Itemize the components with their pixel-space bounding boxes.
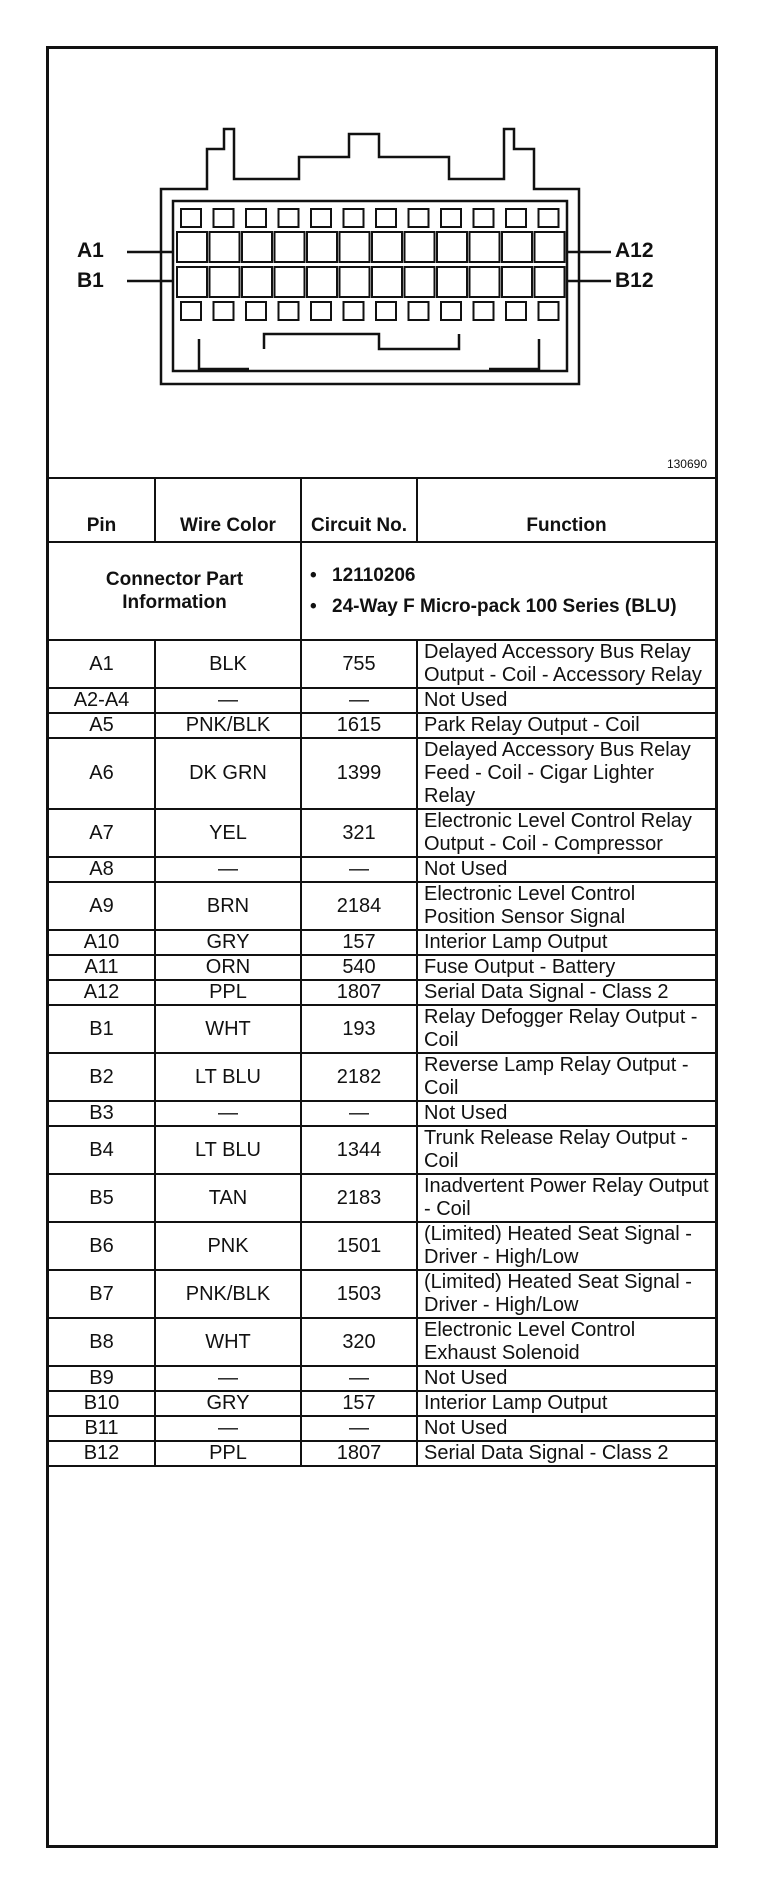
- pin-cell: B10: [49, 1391, 155, 1416]
- table-row: [49, 713, 715, 738]
- function-cell: Not Used: [417, 1366, 715, 1391]
- function-cell: Not Used: [417, 1416, 715, 1441]
- table-row: [49, 1416, 715, 1441]
- circuit-no-cell: 1503: [301, 1270, 417, 1318]
- table-row: [49, 1174, 715, 1222]
- table-row: [49, 1053, 715, 1101]
- wire-color-cell: BLK: [155, 640, 301, 688]
- table-row: [49, 857, 715, 882]
- table-row: [49, 1222, 715, 1270]
- pin-cell: A6: [49, 738, 155, 809]
- wire-color-cell: BRN: [155, 882, 301, 930]
- function-cell: Inadvertent Power Relay Output - Coil: [417, 1174, 715, 1222]
- pin-label-a12: A12: [615, 239, 654, 262]
- pin-cell: A7: [49, 809, 155, 857]
- wire-color-cell: DK GRN: [155, 738, 301, 809]
- wire-color-cell: PNK: [155, 1222, 301, 1270]
- table-row: [49, 738, 715, 809]
- function-cell: Serial Data Signal - Class 2: [417, 980, 715, 1005]
- wire-color-cell: —: [155, 1101, 301, 1126]
- wire-color-cell: PPL: [155, 980, 301, 1005]
- table-row: [49, 640, 715, 688]
- pin-cell: A9: [49, 882, 155, 930]
- header-pin: Pin: [49, 478, 155, 542]
- function-cell: (Limited) Heated Seat Signal - Driver - High/Low: [417, 1222, 715, 1270]
- pin-cell: A1: [49, 640, 155, 688]
- pin-label-a1: A1: [77, 239, 104, 262]
- function-cell: Relay Defogger Relay Output - Coil: [417, 1005, 715, 1053]
- connector-info-row: [49, 542, 715, 640]
- pin-rows: [49, 640, 715, 1466]
- circuit-no-cell: —: [301, 1366, 417, 1391]
- table-row: [49, 1441, 715, 1466]
- wire-color-cell: WHT: [155, 1005, 301, 1053]
- connector-info-label: Connector Part Information: [49, 542, 301, 640]
- wire-color-cell: TAN: [155, 1174, 301, 1222]
- table-row: [49, 688, 715, 713]
- table-row: [49, 1366, 715, 1391]
- circuit-no-cell: —: [301, 857, 417, 882]
- pin-cell: B11: [49, 1416, 155, 1441]
- connector-drawing: [49, 49, 715, 477]
- header-circuit-no: Circuit No.: [301, 478, 417, 542]
- function-cell: Delayed Accessory Bus Relay Output - Coil - Accessory Relay: [417, 640, 715, 688]
- table-row: [49, 882, 715, 930]
- pin-cell: A5: [49, 713, 155, 738]
- wire-color-cell: —: [155, 857, 301, 882]
- circuit-no-cell: 2183: [301, 1174, 417, 1222]
- wire-color-cell: LT BLU: [155, 1053, 301, 1101]
- wire-color-cell: —: [155, 688, 301, 713]
- pin-cell: A10: [49, 930, 155, 955]
- wire-color-cell: PNK/BLK: [155, 713, 301, 738]
- function-cell: Interior Lamp Output: [417, 930, 715, 955]
- pin-cell: B9: [49, 1366, 155, 1391]
- table-row: [49, 1126, 715, 1174]
- function-cell: Not Used: [417, 857, 715, 882]
- wire-color-cell: WHT: [155, 1318, 301, 1366]
- connector-description: • 24-Way F Micro-pack 100 Series (BLU): [310, 596, 677, 617]
- circuit-no-cell: 157: [301, 1391, 417, 1416]
- circuit-no-cell: 2182: [301, 1053, 417, 1101]
- pin-cell: A11: [49, 955, 155, 980]
- wire-color-cell: YEL: [155, 809, 301, 857]
- wire-color-cell: PNK/BLK: [155, 1270, 301, 1318]
- connector-diagram: [49, 49, 715, 479]
- header-function: Function: [417, 478, 715, 542]
- circuit-no-cell: 1344: [301, 1126, 417, 1174]
- circuit-no-cell: 1399: [301, 738, 417, 809]
- wire-color-cell: GRY: [155, 930, 301, 955]
- pin-cell: B3: [49, 1101, 155, 1126]
- connector-info-details: [301, 542, 715, 640]
- circuit-no-cell: 1501: [301, 1222, 417, 1270]
- table-row: [49, 1270, 715, 1318]
- pin-cell: B8: [49, 1318, 155, 1366]
- circuit-no-cell: —: [301, 688, 417, 713]
- function-cell: Not Used: [417, 1101, 715, 1126]
- table-row: [49, 1005, 715, 1053]
- circuit-no-cell: 2184: [301, 882, 417, 930]
- table-row: [49, 809, 715, 857]
- circuit-no-cell: 320: [301, 1318, 417, 1366]
- function-cell: Park Relay Output - Coil: [417, 713, 715, 738]
- circuit-no-cell: —: [301, 1101, 417, 1126]
- wire-color-cell: —: [155, 1366, 301, 1391]
- connector-part-number: • 12110206: [310, 565, 416, 586]
- figure-number: 130690: [666, 457, 707, 471]
- header-wire-color: Wire Color: [155, 478, 301, 542]
- function-cell: Electronic Level Control Exhaust Solenoid: [417, 1318, 715, 1366]
- function-cell: Interior Lamp Output: [417, 1391, 715, 1416]
- wire-color-cell: ORN: [155, 955, 301, 980]
- wire-color-cell: GRY: [155, 1391, 301, 1416]
- function-cell: Serial Data Signal - Class 2: [417, 1441, 715, 1466]
- function-cell: (Limited) Heated Seat Signal - Driver - High/Low: [417, 1270, 715, 1318]
- function-cell: Not Used: [417, 688, 715, 713]
- pin-cell: A12: [49, 980, 155, 1005]
- pin-cell: B12: [49, 1441, 155, 1466]
- pin-label-b12: B12: [615, 269, 654, 292]
- pinout-table: [49, 477, 715, 1467]
- circuit-no-cell: —: [301, 1416, 417, 1441]
- table-row: [49, 1391, 715, 1416]
- table-row: [49, 930, 715, 955]
- table-header-row: [49, 478, 715, 542]
- table-row: [49, 1318, 715, 1366]
- table-row: [49, 955, 715, 980]
- pin-cell: A2-A4: [49, 688, 155, 713]
- function-cell: Electronic Level Control Position Sensor Signal: [417, 882, 715, 930]
- wire-color-cell: LT BLU: [155, 1126, 301, 1174]
- pin-cell: B6: [49, 1222, 155, 1270]
- function-cell: Reverse Lamp Relay Output - Coil: [417, 1053, 715, 1101]
- table-row: [49, 1101, 715, 1126]
- circuit-no-cell: 1807: [301, 1441, 417, 1466]
- circuit-no-cell: 1615: [301, 713, 417, 738]
- pin-cell: B2: [49, 1053, 155, 1101]
- function-cell: Electronic Level Control Relay Output - Coil - Compressor: [417, 809, 715, 857]
- wire-color-cell: PPL: [155, 1441, 301, 1466]
- circuit-no-cell: 193: [301, 1005, 417, 1053]
- circuit-no-cell: 1807: [301, 980, 417, 1005]
- pin-cell: A8: [49, 857, 155, 882]
- function-cell: Trunk Release Relay Output - Coil: [417, 1126, 715, 1174]
- pin-cell: B5: [49, 1174, 155, 1222]
- circuit-no-cell: 540: [301, 955, 417, 980]
- connector-sheet: [46, 46, 718, 1848]
- circuit-no-cell: 755: [301, 640, 417, 688]
- circuit-no-cell: 157: [301, 930, 417, 955]
- function-cell: Fuse Output - Battery: [417, 955, 715, 980]
- function-cell: Delayed Accessory Bus Relay Feed - Coil - Cigar Lighter Relay: [417, 738, 715, 809]
- pin-cell: B4: [49, 1126, 155, 1174]
- circuit-no-cell: 321: [301, 809, 417, 857]
- wire-color-cell: —: [155, 1416, 301, 1441]
- pin-label-b1: B1: [77, 269, 104, 292]
- table-row: [49, 980, 715, 1005]
- pin-cell: B1: [49, 1005, 155, 1053]
- pin-cell: B7: [49, 1270, 155, 1318]
